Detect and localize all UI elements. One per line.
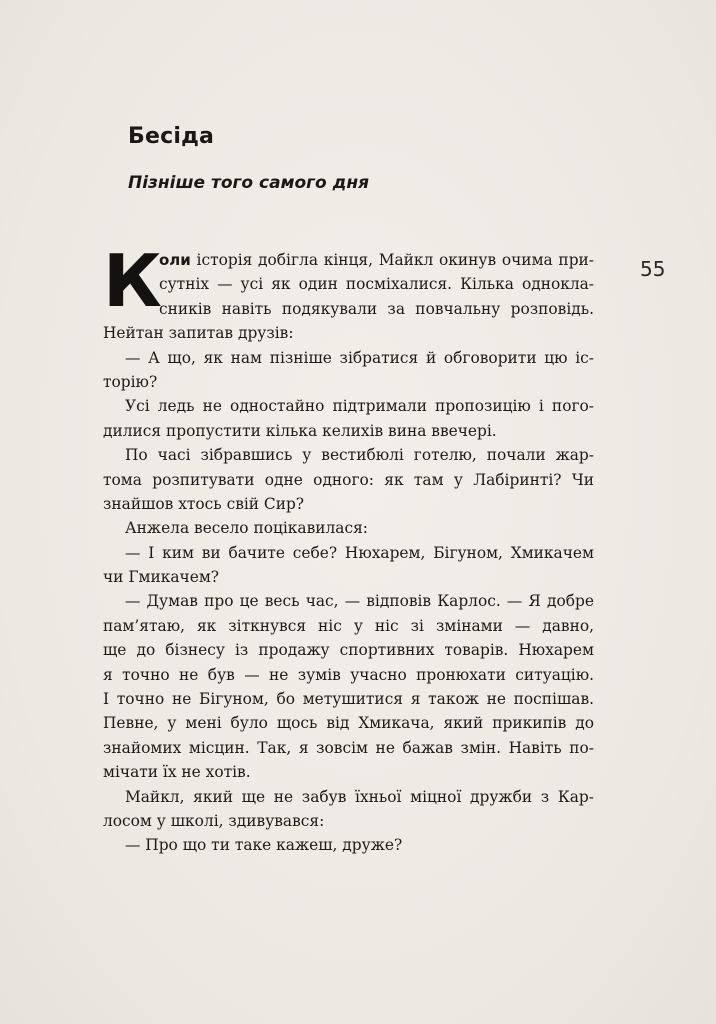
text-line: Майкл, який ще не забув їхньої міцної дружби з Кар-	[125, 787, 594, 806]
text-line: сників навіть подякували за повчальну розповідь.	[159, 299, 594, 318]
body-text	[103, 248, 594, 858]
lead-word: оли	[159, 251, 191, 269]
text-line: І точно не Бігуном, бо метушитися я також не поспішав.	[103, 690, 594, 709]
chapter-subtitle: Пізніше того самого дня	[128, 173, 370, 193]
text-line: ще до бізнесу із продажу спортивних товарів. Нюхарем	[103, 641, 594, 660]
text-line: я точно не був — не зумів учасно пронюхати ситуацію.	[103, 665, 594, 684]
text-line: тома розпитувати одне одного: як там у Лабіринті? Чи	[103, 470, 594, 489]
text-line: мічати їх не хотів.	[103, 763, 251, 782]
text-line: Певне, у мені було щось від Хмикача, який прикипів до	[103, 714, 594, 733]
text-line: — І ким ви бачите себе? Нюхарем, Бігуном, Хмикачем	[125, 543, 594, 562]
text-line: Нейтан запитав друзів:	[103, 324, 294, 343]
page-number: 55	[640, 257, 666, 281]
chapter-title: Бесіда	[128, 124, 215, 149]
text-line: пам’ятаю, як зіткнувся ніс у ніс зі змінами — давно,	[103, 616, 594, 635]
text-line: лосом у школі, здивувався:	[103, 811, 325, 830]
text-line: — Про що ти таке кажеш, друже?	[125, 836, 403, 855]
text-line: торію?	[103, 372, 158, 391]
text-line: чи Гмикачем?	[103, 568, 220, 587]
text-line	[159, 248, 594, 272]
text-line: знайшов хтось свій Сир?	[103, 494, 305, 513]
text-line: — А що, як нам пізніше зібратися й обговорити цю іс-	[125, 348, 594, 367]
text-line: сутніх — усі як один посміхалися. Кілька однокла-	[159, 275, 594, 294]
drop-cap-letter: К	[103, 239, 161, 323]
text-line: Анжела весело поцікавилася:	[125, 519, 368, 538]
text-line-content: історія добігла кінця, Майкл окинув очима при-	[190, 251, 594, 269]
text-line: — Думав про це весь час, — відповів Карлос. — Я добре	[125, 592, 594, 611]
text-line: знайомих місцин. Так, я зовсім не бажав змін. Навіть по-	[103, 738, 594, 757]
text-line: Усі ледь не одностайно підтримали пропозицію і пого-	[125, 397, 594, 416]
text-line: По часі зібравшись у вестибюлі готелю, почали жар-	[125, 446, 594, 465]
text-line: дилися пропустити кілька келихів вина ввечері.	[103, 421, 497, 440]
